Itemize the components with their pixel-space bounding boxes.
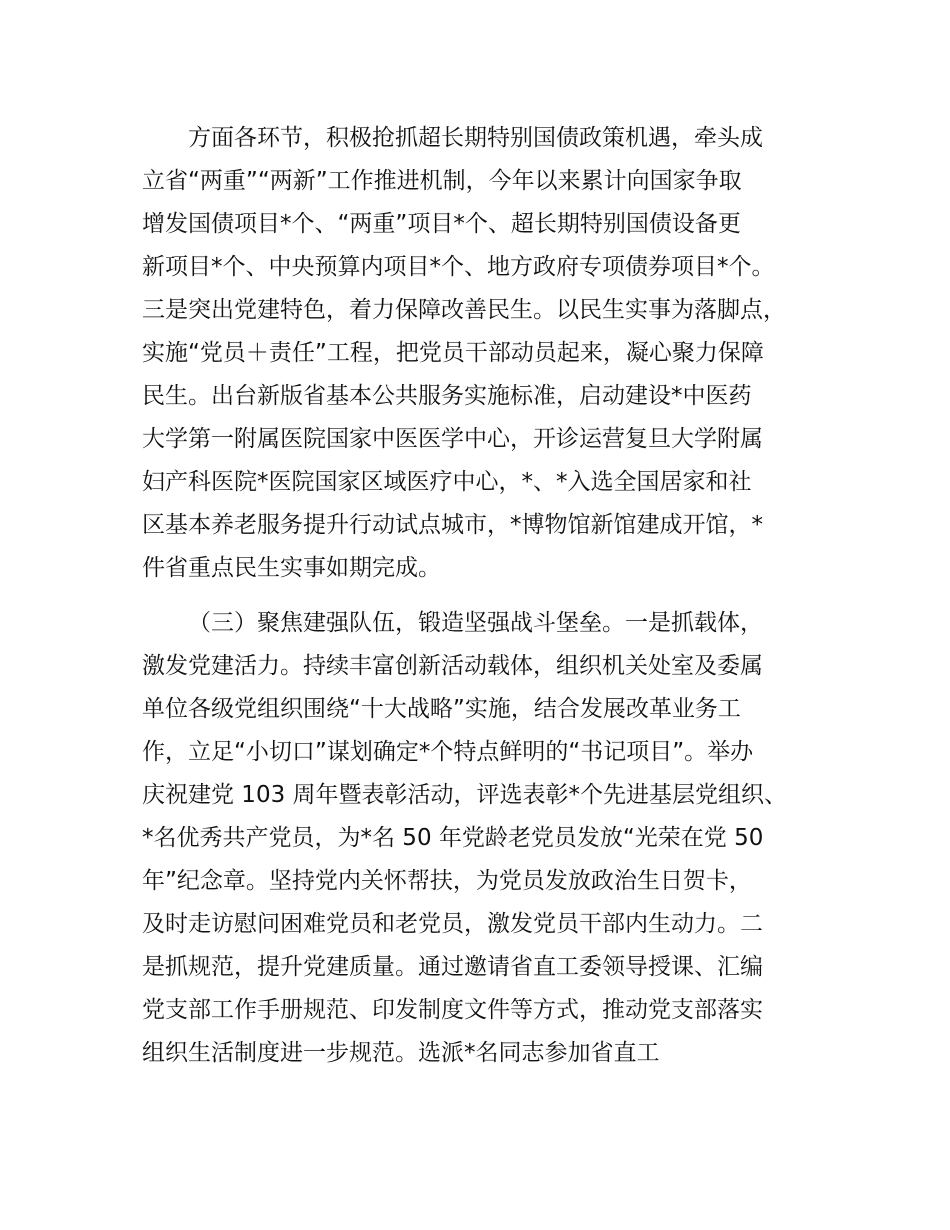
text-line: 作，立足“小切口”谋划确定*个特点鲜明的“书记项目”。举办	[142, 739, 754, 765]
text-line: *名优秀共产党员，为*名 50 年党龄老党员发放“光荣在党 50	[142, 825, 764, 851]
text-line: 大学第一附属医院国家中医医学中心，开诊运营复旦大学附属	[142, 426, 763, 452]
text-line: 立省“两重”“两新”工作推进机制，今年以来累计向国家争取	[142, 168, 742, 194]
text-line: 新项目*个、中央预算内项目*个、地方政府专项债券项目*个。	[142, 254, 775, 280]
text-line: 党支部工作手册规范、印发制度文件等方式，推动党支部落实	[142, 997, 763, 1023]
text-line: 组织生活制度进一步规范。选派*名同志参加省直工	[142, 1040, 660, 1066]
paragraph-section-three	[142, 602, 832, 1075]
text-line: 三是突出党建特色，着力保障改善民生。以民生实事为落脚点，	[142, 297, 786, 323]
text-line: 件省重点民生实事如期完成。	[142, 555, 441, 581]
text-line: 年”纪念章。坚持党内关怀帮扶，为党员发放政治生日贺卡，	[142, 868, 752, 894]
text-line: 区基本养老服务提升行动试点城市，*博物馆新馆建成开馆，*	[142, 512, 763, 538]
text-line: （三）聚焦建强队伍，锻造坚强战斗堡垒。一是抓载体，	[188, 610, 763, 636]
paragraph-continuation	[142, 117, 832, 590]
document-body	[142, 117, 832, 1075]
text-line: 庆祝建党 103 周年暨表彰活动，评选表彰*个先进基层党组织、	[142, 782, 788, 808]
text-line: 妇产科医院*医院国家区域医疗中心，*、*入选全国居家和社	[142, 469, 752, 495]
paragraph-spacer	[142, 590, 832, 602]
text-line: 激发党建活力。持续丰富创新活动载体，组织机关处室及委属	[142, 653, 763, 679]
text-line: 是抓规范，提升党建质量。通过邀请省直工委领导授课、汇编	[142, 954, 763, 980]
text-line: 增发国债项目*个、“两重”项目*个、超长期特别国债设备更	[142, 211, 741, 237]
text-line: 单位各级党组织围绕“十大战略”实施，结合发展改革业务工	[142, 696, 741, 722]
text-line: 民生。出台新版省基本公共服务实施标准，启动建设*中医药	[142, 383, 752, 409]
text-line: 实施“党员＋责任”工程，把党员干部动员起来，凝心聚力保障	[142, 340, 764, 366]
text-line: 及时走访慰问困难党员和老党员，激发党员干部内生动力。二	[142, 911, 763, 937]
text-line: 方面各环节，积极抢抓超长期特别国债政策机遇，牵头成	[188, 125, 763, 151]
